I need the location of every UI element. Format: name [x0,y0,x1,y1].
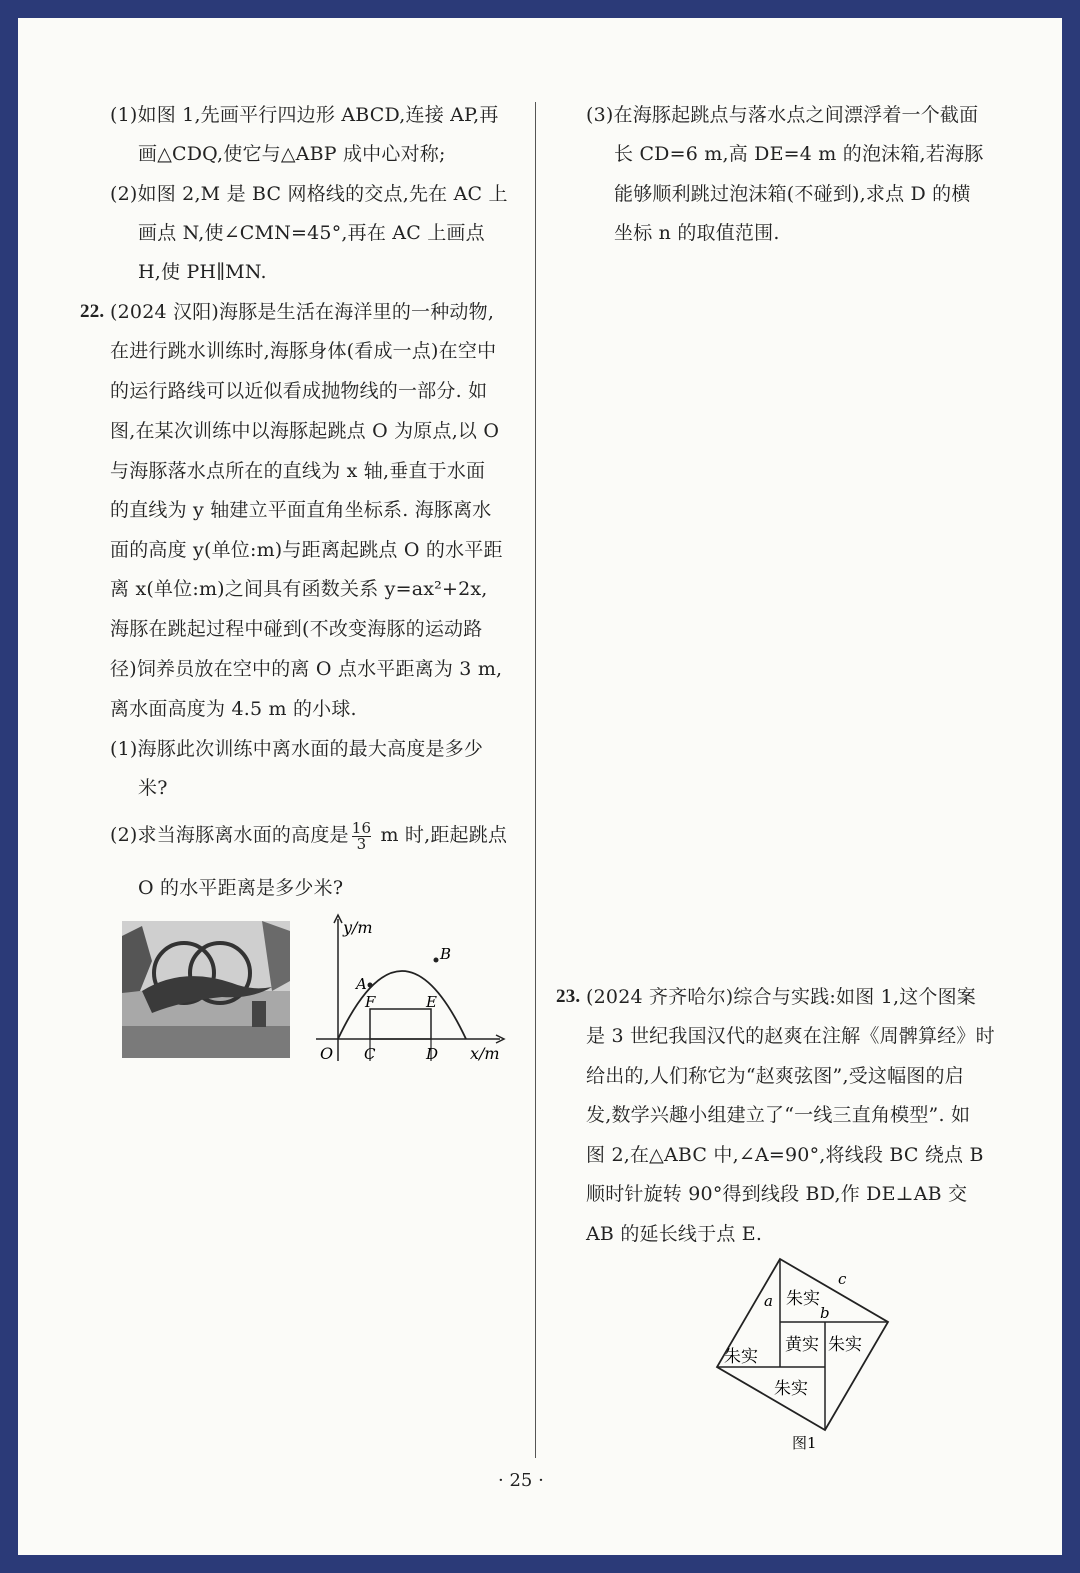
point-a [368,983,373,988]
q22-line: 在进行跳水训练时,海豚身体(看成一点)在空中 [110,340,497,362]
q22-line: 与海豚落水点所在的直线为 x 轴,垂直于水面 [110,460,486,482]
dolphin-photo [122,921,290,1058]
textbook-page [18,18,1062,1555]
region-zhushi-left: 朱实 [724,1347,758,1367]
q22-line: 海豚在跳起过程中碰到(不改变海豚的运动路 [110,618,483,640]
y-axis-label: y/m [343,918,373,937]
fraction-16-3 [351,818,372,853]
fraction-denominator: 3 [352,836,372,852]
x-axis-label: x/m [470,1044,500,1063]
q21-part1-line2: 画△CDQ,使它与△ABP 成中心对称; [138,143,446,165]
q23-line: 顺时针旋转 90°得到线段 BD,作 DE⊥AB 交 [586,1183,968,1205]
q22-part2-suffix: m 时,距起跳点 [374,824,508,846]
q22-line: 的直线为 y 轴建立平面直角坐标系. 海豚离水 [110,499,492,521]
q23-number: 23. [556,986,581,1007]
q22-part2-prefix: (2)求当海豚离水面的高度是 [110,824,349,846]
q22-line: (2024 汉阳)海豚是生活在海洋里的一种动物, [110,301,495,323]
q22-line: 径)饲养员放在空中的离 O 点水平距离为 3 m, [110,658,503,680]
q22-part1-line1: (1)海豚此次训练中离水面的最大高度是多少 [110,738,484,760]
label-a-side: a [764,1292,773,1310]
column-divider [535,102,536,1458]
q23-line: 图 2,在△ABC 中,∠A=90°,将线段 BC 绕点 B [586,1144,984,1166]
q22-part2-line2: O 的水平距离是多少米? [138,877,344,899]
foam-box [370,1009,431,1039]
zhao-shuang-diagram [708,1250,898,1450]
q22-line: 的运行路线可以近似看成抛物线的一部分. 如 [110,380,488,402]
label-c: C [364,1045,376,1063]
region-zhushi-top: 朱实 [786,1289,820,1309]
label-c-side: c [838,1270,847,1288]
q23-line: AB 的延长线于点 E. [586,1223,763,1245]
q23-line: 发,数学兴趣小组建立了“一线三直角模型”. 如 [586,1104,971,1126]
q22-part2-line1 [110,815,507,855]
q22-part3-line: 能够顺利跳过泡沫箱(不碰到),求点 D 的横 [614,183,971,205]
q23-line: 给出的,人们称它为“赵爽弦图”,受这幅图的启 [586,1065,964,1087]
q22-line: 图,在某次训练中以海豚起跳点 O 为原点,以 O [110,420,500,442]
q21-part1-line1: (1)如图 1,先画平行四边形 ABCD,连接 AP,再 [110,104,499,126]
q22-part1-line2: 米? [138,777,168,799]
figure-caption: 图1 [792,1434,817,1450]
fraction-numerator: 16 [351,818,372,837]
q22-line: 离水面高度为 4.5 m 的小球. [110,698,357,720]
q22-part3-line: 长 CD=6 m,高 DE=4 m 的泡沫箱,若海豚 [614,143,984,165]
label-b: B [440,945,452,963]
label-d: D [426,1045,439,1063]
region-huangshi-center: 黄实 [785,1335,819,1355]
q22-part3-line: (3)在海豚起跳点与落水点之间漂浮着一个截面 [586,104,979,126]
q22-line: 面的高度 y(单位:m)与距离起跳点 O 的水平距 [110,539,503,561]
q21-part2-line2: 画点 N,使∠CMN=45°,再在 AC 上画点 [138,222,485,244]
q22-line: 离 x(单位:m)之间具有函数关系 y=ax²+2x, [110,578,488,600]
label-b-side: b [820,1304,830,1322]
point-b [434,958,439,963]
q23-line: 是 3 世纪我国汉代的赵爽在注解《周髀算经》时 [586,1025,995,1047]
label-a: A [356,975,367,993]
region-zhushi-bottom: 朱实 [774,1379,808,1399]
label-f: F [365,993,376,1011]
q21-part2-line1: (2)如图 2,M 是 BC 网格线的交点,先在 AC 上 [110,183,508,205]
q22-number: 22. [80,301,105,322]
q22-part3-line: 坐标 n 的取值范围. [614,222,780,244]
parabola-graph [310,911,510,1073]
page-number: · 25 · [498,1470,544,1491]
region-zhushi-right: 朱实 [828,1335,862,1355]
q23-line: (2024 齐齐哈尔)综合与实践:如图 1,这个图案 [586,986,976,1008]
label-e: E [426,993,437,1011]
q21-part2-line3: H,使 PH∥MN. [138,261,267,283]
origin-label: O [320,1044,334,1063]
